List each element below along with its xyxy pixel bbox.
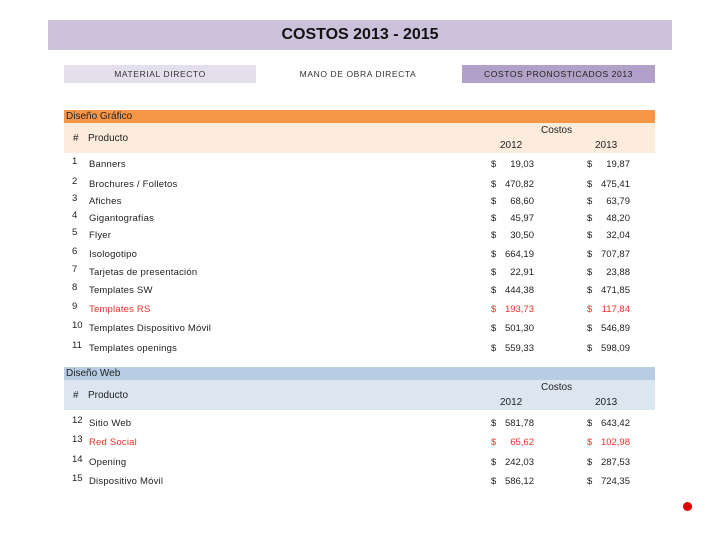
row-number: 7 [72,264,78,275]
product-name: Afiches [89,196,122,207]
product-name: Dispositivo Móvil [89,476,164,487]
currency-symbol-2012: $ [491,304,497,315]
row-number: 3 [72,193,78,204]
tab-material-directo[interactable]: MATERIAL DIRECTO [64,65,256,83]
currency-symbol-2012: $ [491,323,497,334]
currency-symbol-2013: $ [587,418,593,429]
currency-symbol-2012: $ [491,196,497,207]
cost-2013: 48,20 [606,213,630,224]
table-row [64,340,664,359]
currency-symbol-2012: $ [491,418,497,429]
currency-symbol-2012: $ [491,249,497,260]
currency-symbol-2013: $ [587,267,593,278]
row-number: 15 [72,473,83,484]
cost-2012: 470,82 [504,179,534,190]
currency-symbol-2012: $ [491,476,497,487]
cost-2012: 581,78 [504,418,534,429]
row-number: 11 [72,340,82,351]
product-name: Flyer [89,230,112,241]
row-number: 6 [72,246,78,257]
product-name: Banners [89,159,126,170]
product-name: Isologotipo [89,249,138,260]
table-row [64,320,664,339]
column-header-2013: 2013 [595,140,618,151]
product-name: Opening [89,457,127,468]
row-number: 2 [72,176,78,187]
cost-2012: 22,91 [510,267,534,278]
cost-2013: 475,41 [600,179,630,190]
currency-symbol-2012: $ [491,213,497,224]
table-row [64,473,664,492]
cost-2012: 501,30 [504,323,534,334]
column-header-number: # [73,133,79,144]
cost-2012: 664,19 [504,249,534,260]
cost-2012: 65,62 [510,437,534,448]
cost-2013: 117,84 [601,304,630,315]
currency-symbol-2012: $ [491,437,497,448]
table-row [64,454,664,473]
cost-2012: 242,03 [504,457,534,468]
tab-costos-pronosticados[interactable]: COSTOS PRONOSTICADOS 2013 [462,65,655,83]
column-header-number: # [73,390,79,401]
currency-symbol-2012: $ [491,179,497,190]
product-name: Gigantografías [89,213,155,224]
row-number: 14 [72,454,83,465]
cost-2012: 30,50 [510,230,534,241]
cost-2012: 19,03 [510,159,534,170]
column-header-product: Producto [88,133,129,144]
column-header-2013: 2013 [595,397,618,408]
column-header-2012: 2012 [500,397,523,408]
table-row [64,415,664,434]
currency-symbol-2012: $ [491,457,497,468]
row-number: 12 [72,415,83,426]
currency-symbol-2013: $ [587,457,593,468]
table-row [64,264,664,283]
table-row [64,176,664,195]
table-row [64,156,664,175]
currency-symbol-2013: $ [587,179,593,190]
cost-2013: 19,87 [606,159,630,170]
table-row [64,193,664,212]
product-name: Templates openings [89,343,178,354]
currency-symbol-2013: $ [587,213,593,224]
product-name: Templates RS [89,304,151,315]
cost-2013: 102,98 [600,437,630,448]
product-name: Tarjetas de presentación [89,267,198,278]
product-name: Templates Dispositivo Móvil [89,323,212,334]
currency-symbol-2013: $ [587,323,593,334]
cost-2012: 193,73 [504,304,534,315]
currency-symbol-2013: $ [587,230,593,241]
row-number: 4 [72,210,78,221]
page-title: COSTOS 2013 - 2015 [48,20,672,50]
cost-2013: 23,88 [606,267,630,278]
column-header-product: Producto [88,390,129,401]
column-header-costs: Costos [541,382,573,393]
currency-symbol-2012: $ [491,230,497,241]
cost-2012: 68,60 [510,196,534,207]
currency-symbol-2013: $ [587,343,593,354]
row-number: 1 [72,156,78,167]
cost-2012: 559,33 [504,343,534,354]
currency-symbol-2013: $ [587,249,593,260]
section-header-diseno-web: Diseño Web [64,367,655,380]
currency-symbol-2012: $ [491,285,497,296]
currency-symbol-2013: $ [587,285,593,296]
row-number: 10 [72,320,83,331]
cost-2013: 598,09 [600,343,630,354]
cost-2013: 546,89 [600,323,630,334]
cost-2013: 471,85 [600,285,630,296]
cost-2013: 707,87 [600,249,630,260]
currency-symbol-2013: $ [587,159,593,170]
row-number: 5 [72,227,78,238]
product-name: Brochures / Folletos [89,179,178,190]
row-number: 8 [72,282,78,293]
cost-2013: 724,35 [600,476,630,487]
table-row [64,301,664,320]
table-row [64,227,664,246]
row-number: 9 [72,301,78,312]
cost-2012: 586,12 [504,476,534,487]
indicator-dot [683,502,692,511]
cost-2013: 643,42 [600,418,630,429]
currency-symbol-2012: $ [491,159,497,170]
column-header-2012: 2012 [500,140,523,151]
currency-symbol-2013: $ [587,437,593,448]
currency-symbol-2013: $ [587,304,593,315]
table-row [64,434,664,453]
table-row [64,282,664,301]
row-number: 13 [72,434,83,445]
table-row [64,246,664,265]
tab-mano-de-obra-directa[interactable]: MANO DE OBRA DIRECTA [262,65,454,83]
product-name: Red Social [89,437,137,448]
cost-2013: 287,53 [600,457,630,468]
cost-2012: 444,38 [504,285,534,296]
column-header-costs: Costos [541,125,573,136]
cost-2013: 32,04 [606,230,630,241]
currency-symbol-2013: $ [587,196,593,207]
currency-symbol-2012: $ [491,343,497,354]
cost-2012: 45,97 [510,213,534,224]
product-name: Templates SW [89,285,153,296]
section-header-diseno-grafico: Diseño Gráfico [64,110,655,123]
table-row [64,210,664,229]
product-name: Sitio Web [89,418,132,429]
currency-symbol-2012: $ [491,267,497,278]
table-header-diseno-grafico [64,123,655,153]
currency-symbol-2013: $ [587,476,593,487]
cost-2013: 63,79 [606,196,630,207]
table-header-diseno-web [64,380,655,410]
